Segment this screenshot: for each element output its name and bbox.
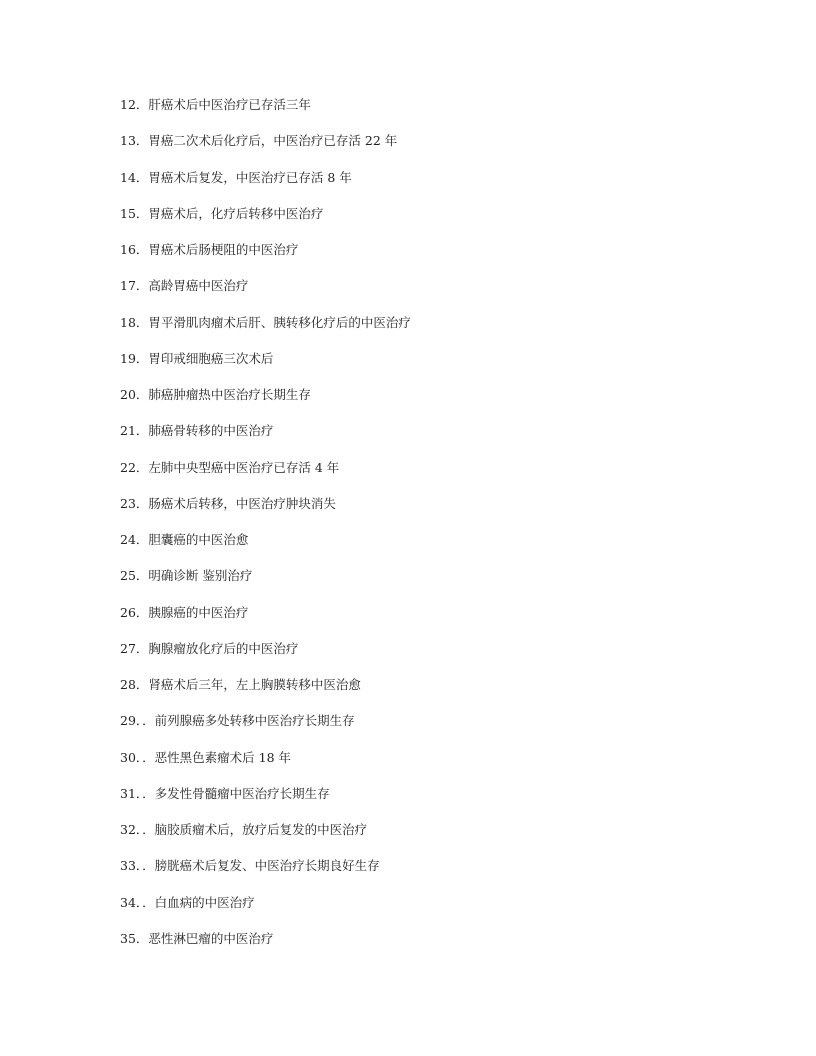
list-item: 15．胃癌术后，化疗后转移中医治疗 <box>120 205 324 221</box>
list-item: 35．恶性淋巴瘤的中医治疗 <box>120 930 274 946</box>
list-item: 32．．脑胶质瘤术后，放疗后复发的中医治疗 <box>120 822 368 837</box>
list-item: 28．肾癌术后三年，左上胸膜转移中医治愈 <box>120 677 361 692</box>
list-item: 13．胃癌二次术后化疗后，中医治疗已存活 22 年 <box>120 133 398 149</box>
list-item: 25．明确诊断 鉴别治疗 <box>120 568 253 584</box>
list-item: 21．肺癌骨转移的中医治疗 <box>120 423 274 439</box>
list-item: 12．肝癌术后中医治疗已存活三年 <box>120 97 311 112</box>
list-item: 18．胃平滑肌肉瘤术后肝、胰转移化疗后的中医治疗 <box>120 314 411 330</box>
list-item: 27．胸腺瘤放化疗后的中医治疗 <box>120 640 299 656</box>
list-item: 14．胃癌术后复发，中医治疗已存活 8 年 <box>120 169 352 185</box>
list-item: 31．．多发性骨髓瘤中医治疗长期生存 <box>120 785 330 801</box>
list-item: 29．．前列腺癌多处转移中医治疗长期生存 <box>120 713 355 729</box>
case-list <box>120 96 411 966</box>
list-item: 33．．膀胱癌术后复发、中医治疗长期良好生存 <box>120 858 380 874</box>
list-item: 23．肠癌术后转移，中医治疗肿块消失 <box>120 495 336 511</box>
list-item: 26．胰腺癌的中医治疗 <box>120 604 249 620</box>
list-item: 17．高龄胃癌中医治疗 <box>120 278 249 294</box>
list-item: 24．胆囊癌的中医治愈 <box>120 532 249 547</box>
list-item: 16．胃癌术后肠梗阻的中医治疗 <box>120 242 299 257</box>
list-item: 20．肺癌肿瘤热中医治疗长期生存 <box>120 387 311 402</box>
list-item: 34．．白血病的中医治疗 <box>120 894 255 910</box>
list-item: 19．胃印戒细胞癌三次术后 <box>120 350 274 366</box>
list-item: 30．．恶性黑色素瘤术后 18 年 <box>120 749 292 765</box>
list-item: 22．左肺中央型癌中医治疗已存活 4 年 <box>120 459 340 475</box>
